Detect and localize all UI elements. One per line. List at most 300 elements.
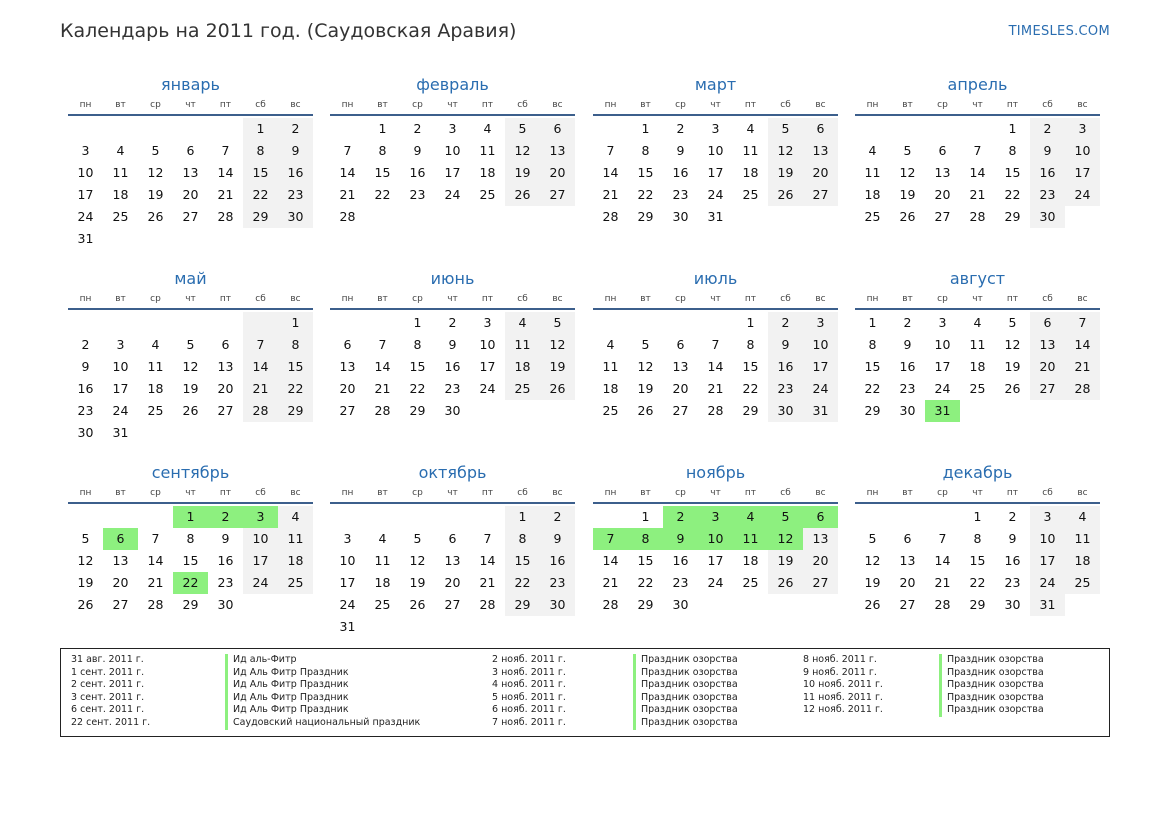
day-cell: 2: [540, 506, 575, 528]
day-cell: 20: [112, 575, 129, 590]
day-cell: 17: [243, 550, 278, 572]
day-cell: 14: [339, 165, 356, 180]
day-cell: 19: [77, 575, 94, 590]
day-cell: 25: [969, 381, 986, 396]
day-cell: 26: [505, 184, 540, 206]
month-name: март: [694, 75, 737, 94]
day-cell: 4: [378, 531, 387, 546]
empty-cell: [1065, 206, 1100, 228]
day-cell: 11: [278, 528, 313, 550]
day-cell: 26: [147, 209, 164, 224]
day-cell: 14: [602, 165, 619, 180]
day-cell: 31: [339, 619, 356, 634]
day-cell: 4: [973, 315, 982, 330]
month-name: сентябрь: [151, 463, 230, 482]
day-cell: 5: [540, 312, 575, 334]
day-cell: 18: [742, 165, 759, 180]
day-cell: 9: [278, 140, 313, 162]
weekday-label: пн: [341, 294, 354, 304]
day-cell: 17: [934, 359, 951, 374]
day-cell: 13: [112, 553, 129, 568]
day-cell: 17: [707, 553, 724, 568]
day-cell: 3: [938, 315, 947, 330]
empty-cell: [470, 616, 505, 638]
weekday-label: вт: [115, 488, 126, 498]
day-cell: 21: [602, 575, 619, 590]
weekday-label: вт: [115, 100, 126, 110]
day-cell: 6: [803, 506, 838, 528]
empty-cell: [505, 616, 540, 638]
day-cell: 23: [1030, 184, 1065, 206]
day-cell: 20: [540, 162, 575, 184]
empty-cell: [1030, 400, 1065, 422]
day-cell: 19: [864, 575, 881, 590]
empty-cell: [243, 422, 278, 444]
month-3: [593, 72, 838, 228]
month-name: ноябрь: [685, 463, 746, 482]
day-cell: 11: [1065, 528, 1100, 550]
day-cell: 5: [413, 531, 422, 546]
legend-date: 12 нояб. 2011 г.: [803, 704, 883, 716]
day-cell: 12: [768, 528, 803, 550]
day-cell: 14: [243, 356, 278, 378]
legend-col-1-dates: [71, 654, 150, 730]
day-cell: 28: [934, 597, 951, 612]
day-cell: 16: [899, 359, 916, 374]
day-cell: 24: [707, 187, 724, 202]
day-cell: 16: [768, 356, 803, 378]
empty-cell: [435, 506, 470, 528]
weekday-header: [593, 292, 838, 310]
day-cell: 26: [864, 597, 881, 612]
weekday-label: пт: [1006, 294, 1019, 304]
day-cell: 18: [1065, 550, 1100, 572]
day-cell: 30: [672, 597, 689, 612]
page-title: Календарь на 2011 год. (Саудовская Аравия): [60, 20, 517, 42]
day-cell: 26: [182, 403, 199, 418]
day-cell: 20: [444, 575, 461, 590]
weekday-label: ср: [412, 294, 423, 304]
empty-cell: [173, 312, 208, 334]
weekday-label: вт: [640, 294, 651, 304]
weekday-header: [855, 98, 1100, 116]
day-cell: 27: [803, 184, 838, 206]
weekday-label: вс: [1077, 100, 1088, 110]
weekday-label: пт: [219, 488, 232, 498]
weekday-label: чт: [972, 100, 983, 110]
day-cell: 1: [378, 121, 387, 136]
empty-cell: [278, 228, 313, 250]
day-cell: 8: [746, 337, 755, 352]
day-cell: 24: [77, 209, 94, 224]
weekday-label: пт: [481, 294, 494, 304]
day-cell: 21: [147, 575, 164, 590]
day-cell: 6: [803, 118, 838, 140]
month-name: май: [174, 269, 207, 288]
legend-holiday-name: Ид Аль Фитр Праздник: [225, 679, 420, 692]
legend-date: 2 сент. 2011 г.: [71, 679, 145, 691]
day-cell: 8: [186, 531, 195, 546]
day-cell: 2: [413, 121, 422, 136]
day-cell: 17: [479, 359, 496, 374]
day-cell: 21: [243, 378, 278, 400]
weekday-label: вс: [815, 100, 826, 110]
day-grid: [593, 506, 838, 616]
legend-col-2-dates: [492, 654, 566, 730]
empty-cell: [138, 118, 173, 140]
day-cell: 20: [339, 381, 356, 396]
day-cell: 18: [505, 356, 540, 378]
legend-holiday-name: Праздник озорства: [633, 717, 738, 730]
day-cell: 30: [672, 209, 689, 224]
day-cell: 16: [217, 553, 234, 568]
day-cell: 28: [217, 209, 234, 224]
day-cell: 9: [903, 337, 912, 352]
day-cell: 30: [899, 403, 916, 418]
day-cell: 5: [903, 143, 912, 158]
legend-date: 10 нояб. 2011 г.: [803, 679, 883, 691]
day-cell: 11: [147, 359, 164, 374]
day-cell: 5: [81, 531, 90, 546]
day-cell: 22: [173, 572, 208, 594]
day-cell: 8: [973, 531, 982, 546]
day-cell: 15: [182, 553, 199, 568]
weekday-label: сб: [255, 100, 266, 110]
weekday-header: [855, 486, 1100, 504]
day-cell: 30: [278, 206, 313, 228]
day-cell: 14: [479, 553, 496, 568]
day-cell: 22: [278, 378, 313, 400]
day-grid: [68, 118, 313, 250]
day-cell: 22: [637, 187, 654, 202]
day-cell: 18: [278, 550, 313, 572]
day-grid: [593, 312, 838, 422]
day-cell: 30: [77, 425, 94, 440]
weekday-header: [593, 98, 838, 116]
day-cell: 28: [339, 209, 356, 224]
day-cell: 2: [448, 315, 457, 330]
legend-date: 1 сент. 2011 г.: [71, 666, 145, 678]
day-cell: 8: [1008, 143, 1017, 158]
day-cell: 8: [413, 337, 422, 352]
empty-cell: [68, 118, 103, 140]
weekday-label: пн: [341, 100, 354, 110]
day-cell: 29: [864, 403, 881, 418]
day-cell: 27: [934, 209, 951, 224]
day-cell: 19: [768, 162, 803, 184]
empty-cell: [330, 506, 365, 528]
day-cell: 22: [374, 187, 391, 202]
empty-cell: [243, 312, 278, 334]
day-cell: 22: [742, 381, 759, 396]
weekday-label: пн: [604, 294, 617, 304]
weekday-label: пн: [79, 488, 92, 498]
day-cell: 13: [803, 140, 838, 162]
legend-holiday-name: Праздник озорства: [939, 667, 1044, 680]
empty-cell: [1065, 594, 1100, 616]
day-cell: 12: [409, 553, 426, 568]
empty-cell: [365, 206, 400, 228]
empty-cell: [995, 400, 1030, 422]
day-cell: 15: [637, 165, 654, 180]
legend-holiday-name: Праздник озорства: [633, 692, 738, 705]
empty-cell: [365, 616, 400, 638]
day-cell: 28: [602, 597, 619, 612]
day-cell: 24: [479, 381, 496, 396]
day-cell: 9: [676, 143, 685, 158]
day-cell: 1: [973, 509, 982, 524]
day-cell: 16: [278, 162, 313, 184]
day-cell: 3: [116, 337, 125, 352]
legend-holiday-name: Ид Аль Фитр Праздник: [225, 704, 420, 717]
day-cell: 22: [1004, 187, 1021, 202]
day-cell: 4: [746, 121, 755, 136]
day-cell: 22: [505, 572, 540, 594]
day-cell: 16: [409, 165, 426, 180]
day-cell: 15: [505, 550, 540, 572]
day-cell: 7: [938, 531, 947, 546]
day-cell: 12: [637, 359, 654, 374]
day-cell: 21: [217, 187, 234, 202]
day-cell: 9: [413, 143, 422, 158]
day-cell: 13: [182, 165, 199, 180]
day-cell: 3: [448, 121, 457, 136]
day-grid: [68, 506, 313, 616]
month-5: [68, 266, 313, 444]
day-cell: 3: [243, 506, 278, 528]
day-cell: 12: [505, 140, 540, 162]
legend-holiday-name: Праздник озорства: [939, 679, 1044, 692]
day-cell: 29: [243, 206, 278, 228]
day-cell: 15: [637, 553, 654, 568]
day-cell: 31: [77, 231, 94, 246]
day-cell: 30: [217, 597, 234, 612]
day-cell: 17: [707, 165, 724, 180]
weekday-label: чт: [972, 294, 983, 304]
day-cell: 15: [864, 359, 881, 374]
day-cell: 25: [1065, 572, 1100, 594]
day-cell: 25: [147, 403, 164, 418]
day-cell: 29: [409, 403, 426, 418]
empty-cell: [243, 228, 278, 250]
day-cell: 6: [186, 143, 195, 158]
month-name: январь: [161, 75, 220, 94]
weekday-label: пн: [866, 294, 879, 304]
legend-holiday-name: Праздник озорства: [939, 704, 1044, 717]
day-cell: 17: [1030, 550, 1065, 572]
day-cell: 13: [672, 359, 689, 374]
day-cell: 24: [803, 378, 838, 400]
empty-cell: [470, 506, 505, 528]
day-cell: 28: [243, 400, 278, 422]
weekday-label: сб: [1042, 488, 1053, 498]
legend-holiday-name: Ид Аль Фитр Праздник: [225, 667, 420, 680]
day-cell: 12: [540, 334, 575, 356]
day-cell: 20: [182, 187, 199, 202]
empty-cell: [365, 312, 400, 334]
day-cell: 26: [637, 403, 654, 418]
day-cell: 30: [768, 400, 803, 422]
empty-cell: [208, 422, 243, 444]
empty-cell: [593, 312, 628, 334]
weekday-label: чт: [447, 100, 458, 110]
empty-cell: [68, 506, 103, 528]
day-cell: 11: [479, 143, 496, 158]
day-cell: 15: [409, 359, 426, 374]
legend-holiday-name: Ид аль-Фитр: [225, 654, 420, 667]
day-cell: 3: [1065, 118, 1100, 140]
day-cell: 5: [641, 337, 650, 352]
day-grid: [330, 118, 575, 228]
day-cell: 18: [112, 187, 129, 202]
day-cell: 30: [540, 594, 575, 616]
day-cell: 14: [969, 165, 986, 180]
empty-cell: [505, 206, 540, 228]
day-cell: 5: [768, 118, 803, 140]
day-cell: 11: [112, 165, 129, 180]
day-cell: 23: [409, 187, 426, 202]
empty-cell: [278, 422, 313, 444]
empty-cell: [68, 312, 103, 334]
day-cell: 27: [217, 403, 234, 418]
day-cell: 24: [1030, 572, 1065, 594]
day-cell: 27: [672, 403, 689, 418]
day-cell: 26: [768, 572, 803, 594]
weekday-label: чт: [710, 488, 721, 498]
day-cell: 18: [479, 165, 496, 180]
month-name: декабрь: [942, 463, 1013, 482]
day-cell: 15: [969, 553, 986, 568]
day-cell: 18: [864, 187, 881, 202]
weekday-label: вс: [815, 488, 826, 498]
weekday-label: чт: [710, 100, 721, 110]
day-cell: 1: [173, 506, 208, 528]
day-cell: 27: [339, 403, 356, 418]
day-cell: 11: [505, 334, 540, 356]
day-cell: 23: [672, 575, 689, 590]
month-1: [68, 72, 313, 250]
day-cell: 8: [378, 143, 387, 158]
month-name: июнь: [430, 269, 475, 288]
day-cell: 4: [1065, 506, 1100, 528]
day-cell: 5: [768, 506, 803, 528]
legend-date: 2 нояб. 2011 г.: [492, 654, 566, 665]
day-cell: 8: [505, 528, 540, 550]
day-cell: 31: [112, 425, 129, 440]
legend-holiday-name: Саудовский национальный праздник: [225, 717, 420, 730]
weekday-label: вт: [640, 488, 651, 498]
day-cell: 19: [540, 356, 575, 378]
brand-link[interactable]: TIMESLES.COM: [1008, 24, 1110, 39]
day-cell: 17: [339, 575, 356, 590]
legend-holiday-name: Праздник озорства: [939, 692, 1044, 705]
empty-cell: [540, 206, 575, 228]
day-cell: 17: [112, 381, 129, 396]
day-cell: 9: [768, 334, 803, 356]
day-cell: 2: [676, 121, 685, 136]
empty-cell: [803, 206, 838, 228]
day-cell: 13: [339, 359, 356, 374]
weekday-label: чт: [447, 294, 458, 304]
empty-cell: [103, 118, 138, 140]
empty-cell: [768, 594, 803, 616]
day-cell: 24: [707, 575, 724, 590]
month-name: апрель: [947, 75, 1008, 94]
empty-cell: [855, 506, 890, 528]
legend-date: 3 сент. 2011 г.: [71, 691, 145, 703]
day-cell: 17: [803, 356, 838, 378]
weekday-label: вт: [115, 294, 126, 304]
weekday-label: пн: [866, 100, 879, 110]
day-cell: 17: [77, 187, 94, 202]
day-cell: 26: [768, 184, 803, 206]
day-cell: 6: [676, 337, 685, 352]
empty-cell: [173, 118, 208, 140]
day-cell: 2: [1008, 509, 1017, 524]
empty-cell: [855, 118, 890, 140]
day-cell: 14: [707, 359, 724, 374]
day-cell: 12: [1004, 337, 1021, 352]
day-cell: 11: [969, 337, 986, 352]
day-cell: 25: [602, 403, 619, 418]
day-cell: 20: [803, 550, 838, 572]
day-cell: 29: [742, 403, 759, 418]
month-6: [330, 266, 575, 422]
day-cell: 2: [768, 312, 803, 334]
day-grid: [330, 312, 575, 422]
day-cell: 30: [1004, 597, 1021, 612]
weekday-label: сб: [1042, 100, 1053, 110]
legend-date: 3 нояб. 2011 г.: [492, 666, 566, 678]
day-cell: 23: [77, 403, 94, 418]
day-cell: 3: [1030, 506, 1065, 528]
day-cell: 9: [663, 528, 698, 550]
weekday-label: вт: [902, 100, 913, 110]
day-cell: 31: [1030, 594, 1065, 616]
day-cell: 18: [742, 553, 759, 568]
day-cell: 12: [77, 553, 94, 568]
day-cell: 13: [934, 165, 951, 180]
weekday-label: пт: [481, 488, 494, 498]
day-cell: 2: [81, 337, 90, 352]
weekday-label: пн: [604, 100, 617, 110]
legend-date: 22 сент. 2011 г.: [71, 716, 151, 728]
month-9: [68, 460, 313, 616]
day-cell: 10: [339, 553, 356, 568]
day-cell: 18: [602, 381, 619, 396]
legend-date: 31 авг. 2011 г.: [71, 654, 144, 665]
day-cell: 14: [602, 553, 619, 568]
legend-holiday-name: Праздник озорства: [939, 654, 1044, 667]
legend-holiday-name: Праздник озорства: [633, 654, 738, 667]
day-cell: 7: [1065, 312, 1100, 334]
day-cell: 19: [182, 381, 199, 396]
holiday-legend: [60, 648, 1110, 737]
weekday-label: ср: [675, 488, 686, 498]
day-cell: 27: [540, 184, 575, 206]
day-cell: 22: [243, 184, 278, 206]
weekday-label: пт: [744, 488, 757, 498]
empty-cell: [698, 312, 733, 334]
day-cell: 1: [868, 315, 877, 330]
day-cell: 14: [934, 553, 951, 568]
day-cell: 20: [672, 381, 689, 396]
day-cell: 4: [151, 337, 160, 352]
day-cell: 24: [112, 403, 129, 418]
day-cell: 3: [803, 312, 838, 334]
day-cell: 20: [899, 575, 916, 590]
day-cell: 28: [602, 209, 619, 224]
